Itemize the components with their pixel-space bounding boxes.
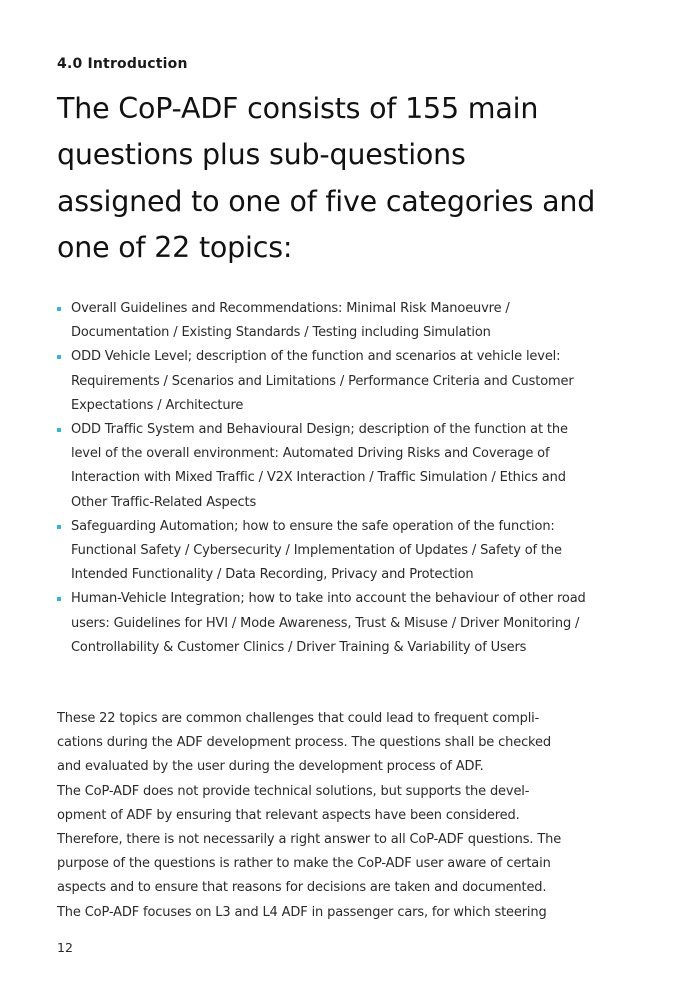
section-label: 4.0 Introduction [57,56,188,72]
page-number: 12 [57,940,73,955]
body-line: These 22 topics are common challenges that could lead to frequent compli- [57,711,540,726]
list-item-text: Overall Guidelines and Recommendations: Minimal Risk Manoeuvre / Documentation / Existing Standards / Testing including Simulation [71,301,510,341]
list-item [57,345,587,418]
body-paragraph [57,707,589,925]
body-line: and evaluated by the user during the development process of ADF. [57,759,484,775]
body-line: cations during the ADF development process. The questions shall be checked [57,735,551,751]
list-item-text: Safeguarding Automation; how to ensure the safe operation of the function: Functional Safety / Cybersecurity / Implementation of Updates / Safety of the Intended Functionality / Data Recording, Privacy and Protection [71,518,562,583]
list-item-text: ODD Vehicle Level; description of the function and scenarios at vehicle level: Requirements / Scenarios and Limitations / Performance Criteria and Customer Expectations / Architecture [71,349,574,413]
bullet-square-icon [57,525,61,529]
body-line: purpose of the questions is rather to make the CoP-ADF user aware of certain [57,856,551,872]
list-item-text: ODD Traffic System and Behavioural Design; description of the function at the level of the overall environment: Automated Driving Risks and Coverage of Interaction with Mixed Traffic / V2X Interaction / Traffic Simulation / Ethics and Other Traffic-Related Aspects [71,422,568,510]
list-item [57,587,587,660]
bullet-square-icon [57,597,61,601]
body-line: The CoP-ADF does not provide technical solutions, but supports the devel- [57,783,530,799]
list-item-text: Human-Vehicle Integration; how to take into account the behaviour of other road users: Guidelines for HVI / Mode Awareness, Trust & Misuse / Driver Monitoring / Controllability & Customer Clinics / Driver Training & Variability of Users [71,591,586,655]
list-item [57,515,587,588]
bullet-square-icon [57,428,61,432]
bullet-square-icon [57,307,61,311]
body-line: The CoP-ADF focuses on L3 and L4 ADF in passenger cars, for which steering [57,904,547,920]
bullet-square-icon [57,355,61,359]
body-line: Therefore, there is not necessarily a right answer to all CoP-ADF questions. The [57,832,562,848]
body-line: opment of ADF by ensuring that relevant aspects have been considered. [57,807,520,823]
list-item [57,418,587,515]
headline: The CoP-ADF consists of 155 main questions plus sub-questions assigned to one of five categories and one of 22 topics: [57,92,596,264]
body-line: aspects and to ensure that reasons for decisions are taken and documented. [57,880,547,896]
list-item [57,297,587,345]
topic-list [57,297,587,660]
